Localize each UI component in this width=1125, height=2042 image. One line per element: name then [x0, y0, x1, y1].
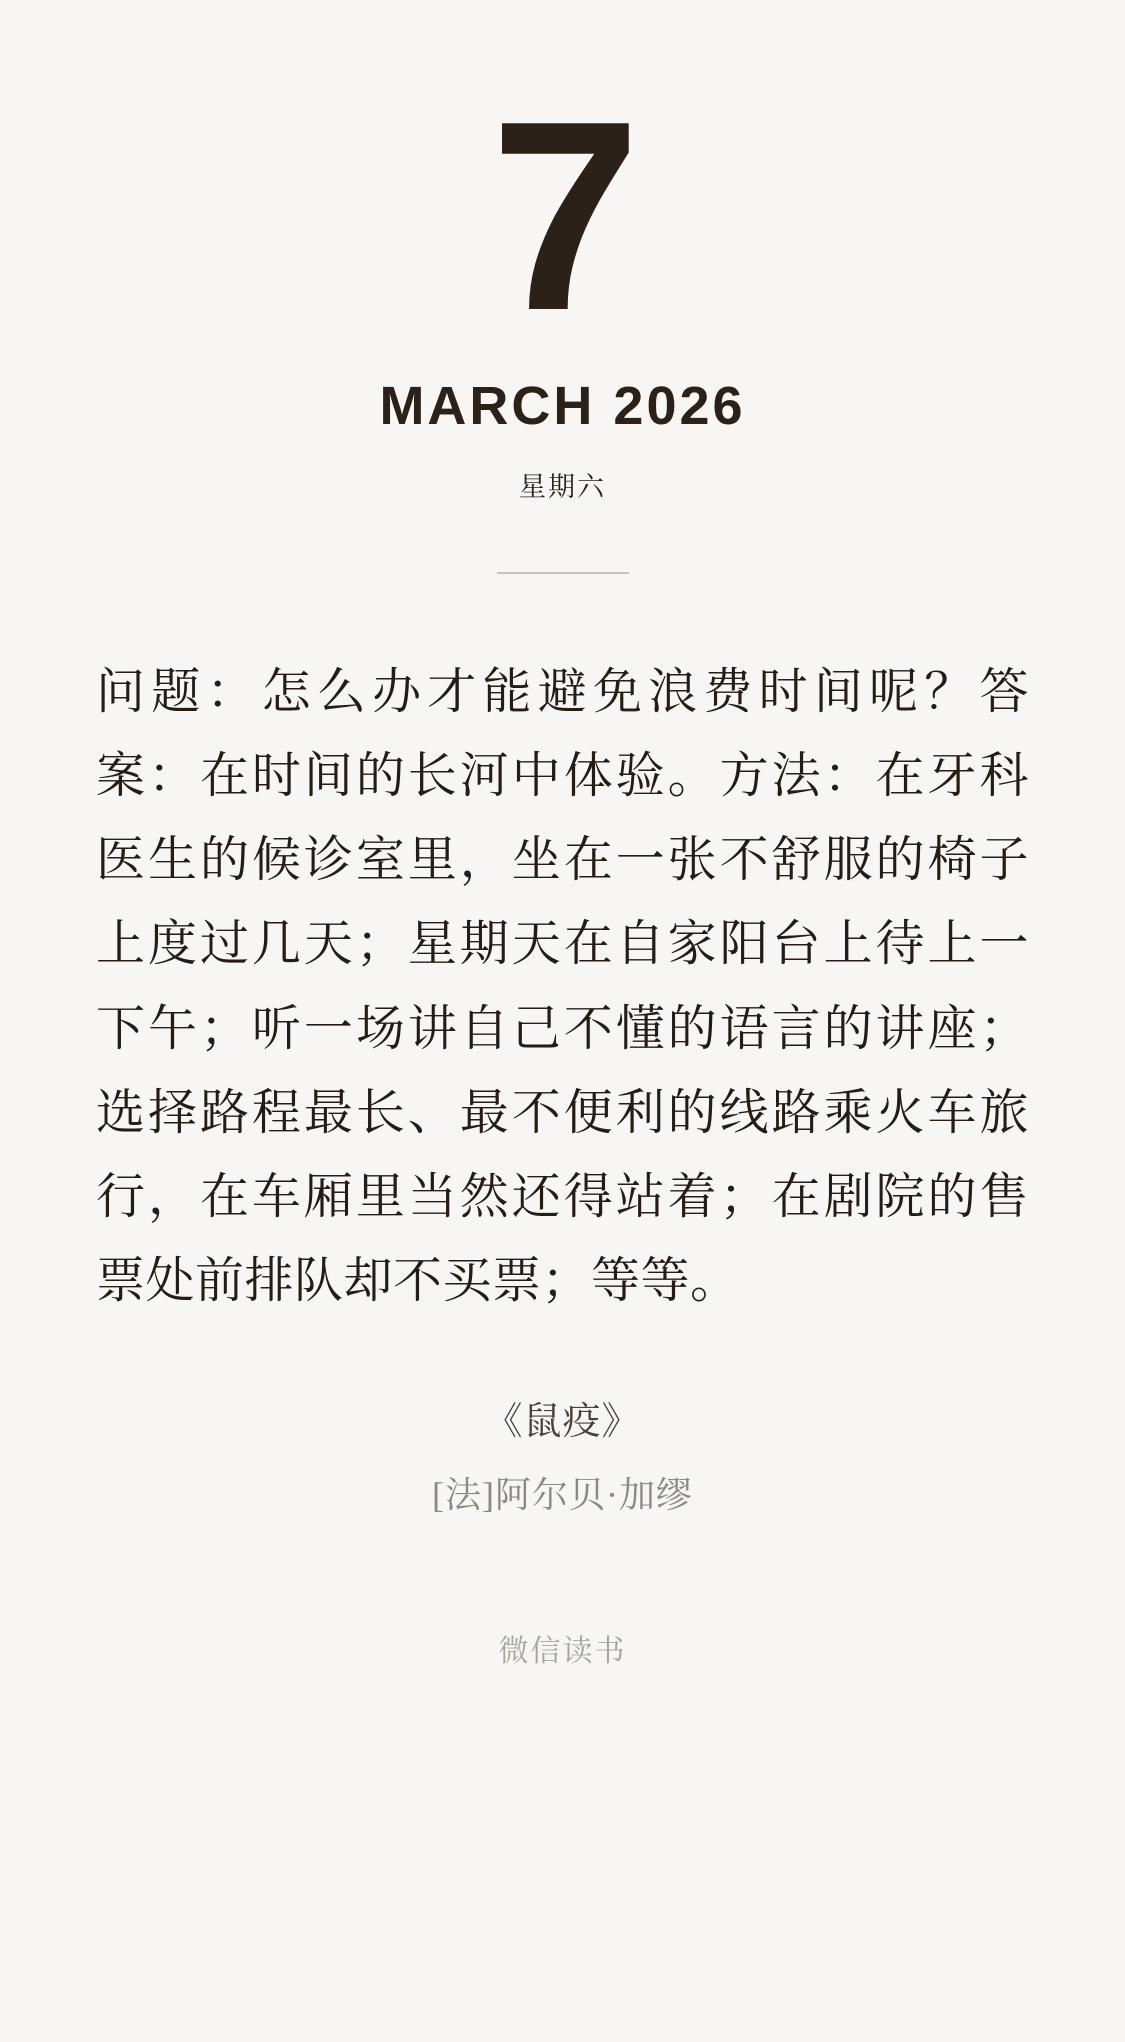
month-year-label: MARCH 2026 [379, 375, 746, 436]
date-block [0, 0, 1125, 504]
app-brand-label: 微信读书 [498, 1634, 627, 1668]
attribution [0, 1390, 1125, 1518]
quote-text: 问题：怎么办才能避免浪费时间呢？答案：在时间的长河中体验。方法：在牙科医生的候诊室里，坐在一张不舒服的椅子上度过几天；星期天在自家阳台上待上一下午；听一场讲自己不懂的语言的讲座；选择路程最长、最不便利的线路乘火车旅行，在车厢里当然还得站着；在剧院的售票处前排队却不买票；等等。 [96, 663, 1029, 1309]
book-title: 《鼠疫》 [484, 1400, 641, 1443]
day-number: 7 [490, 66, 635, 367]
divider [497, 572, 629, 574]
footer [0, 1626, 1125, 1670]
weekday-label: 星期六 [519, 471, 606, 502]
book-author: [法]阿尔贝·加缪 [432, 1474, 693, 1515]
quote-section [0, 650, 1125, 1324]
